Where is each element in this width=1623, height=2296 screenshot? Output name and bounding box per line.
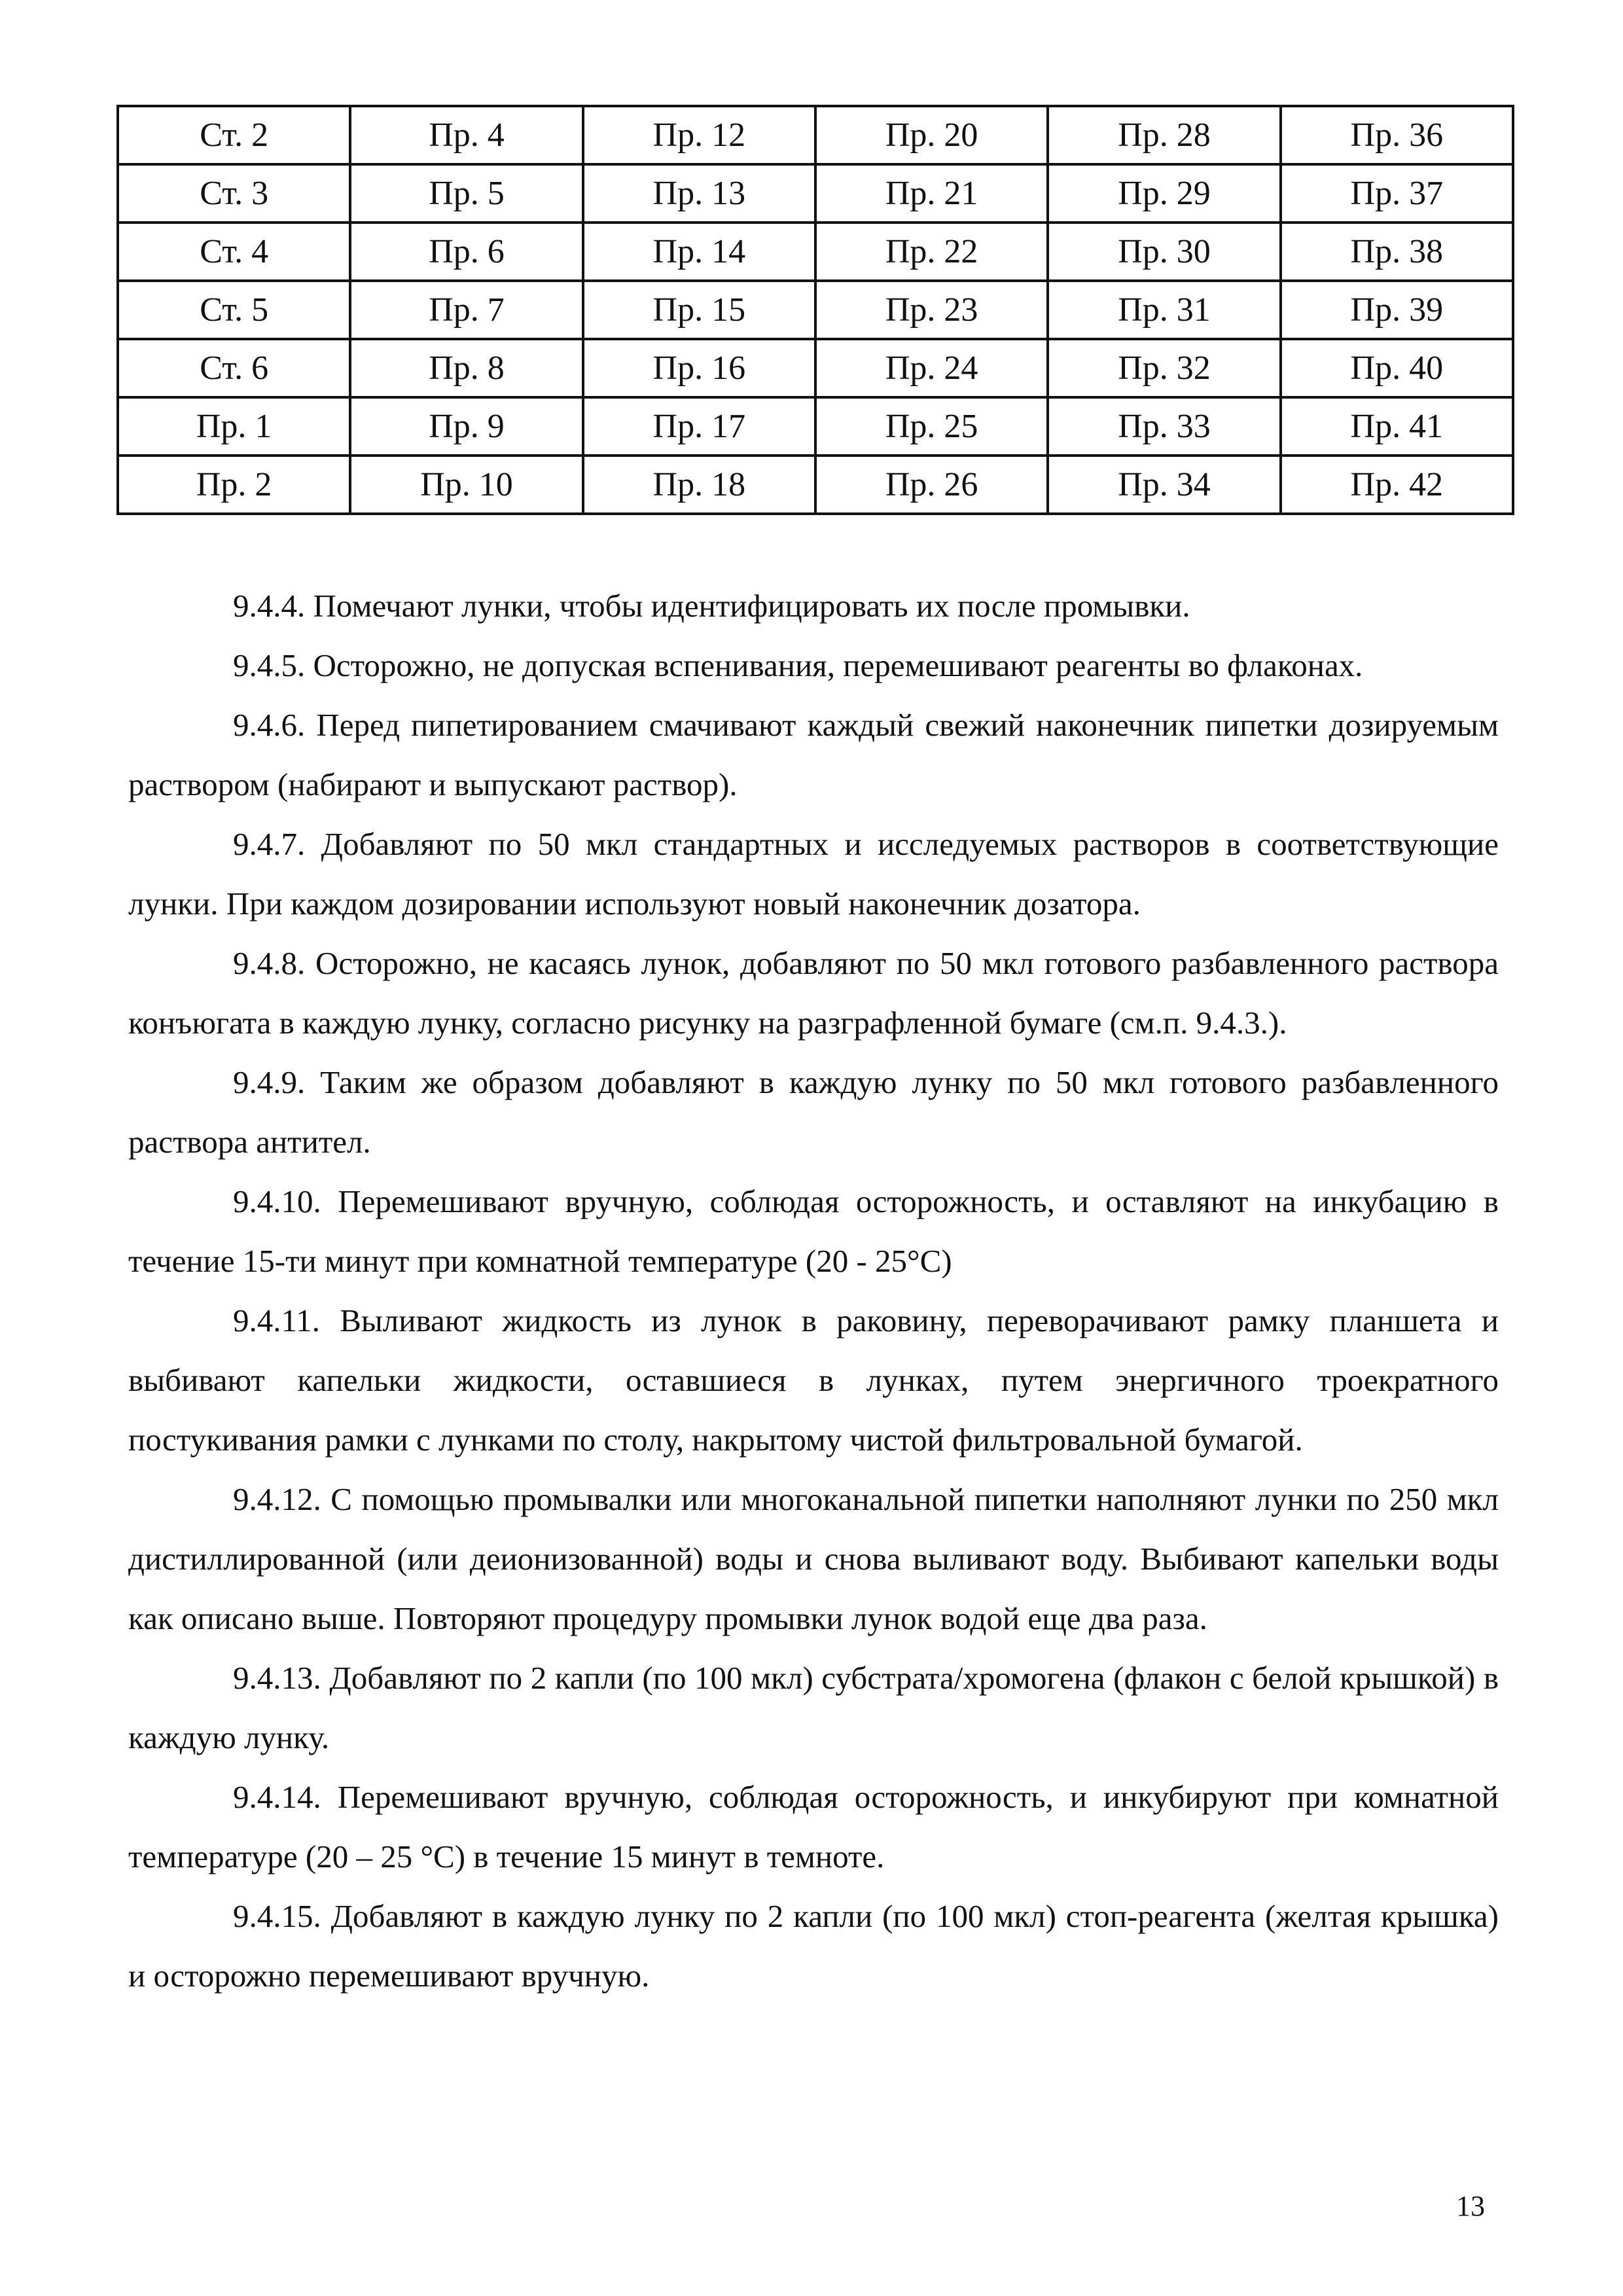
table-row: [118, 223, 1513, 281]
table-cell: Пр. 30: [1048, 223, 1280, 281]
table-cell: Ст. 5: [118, 281, 350, 339]
table-cell: Пр. 21: [815, 164, 1048, 223]
table-cell: Пр. 6: [350, 223, 582, 281]
table-row: [118, 281, 1513, 339]
paragraph: 9.4.11. Выливают жидкость из лунок в раковину, переворачивают рамку планшета и выбивают капельки жидкости, оставшиеся в лунках, путем энергичного троекратного постукивания рамки с лунками по столу, накрытому чистой фильтровальной бумагой.: [128, 1302, 1499, 1458]
table-cell: Пр. 18: [583, 456, 815, 514]
table-cell: Пр. 40: [1281, 339, 1513, 397]
table-cell: Пр. 2: [118, 456, 350, 514]
table-cell: Пр. 32: [1048, 339, 1280, 397]
table-cell: Пр. 12: [583, 106, 815, 164]
table-cell: Пр. 36: [1281, 106, 1513, 164]
table-cell: Ст. 3: [118, 164, 350, 223]
table-cell: Пр. 23: [815, 281, 1048, 339]
table-cell: Пр. 17: [583, 397, 815, 456]
table-cell: Пр. 13: [583, 164, 815, 223]
plate-layout-table: [116, 105, 1514, 515]
paragraph: 9.4.13. Добавляют по 2 капли (по 100 мкл) субстрата/хромогена (флакон с белой крышкой) в каждую лунку.: [128, 1660, 1499, 1755]
table-cell: Пр. 14: [583, 223, 815, 281]
table-cell: Пр. 41: [1281, 397, 1513, 456]
table-row: [118, 106, 1513, 164]
table-cell: Пр. 24: [815, 339, 1048, 397]
table-cell: Пр. 37: [1281, 164, 1513, 223]
paragraph: 9.4.8. Осторожно, не касаясь лунок, добавляют по 50 мкл готового разбавленного раствора конъюгата в каждую лунку, согласно рисунку на разграфленной бумаге (см.п. 9.4.3.).: [128, 945, 1499, 1041]
paragraph: 9.4.14. Перемешивают вручную, соблюдая осторожность, и инкубируют при комнатной температуре (20 – 25 °С) в течение 15 минут в темноте.: [128, 1779, 1499, 1874]
plate-layout-table-body: [118, 106, 1513, 514]
table-cell: Пр. 25: [815, 397, 1048, 456]
table-cell: Ст. 6: [118, 339, 350, 397]
page-number: 13: [1456, 2190, 1485, 2222]
table-row: [118, 339, 1513, 397]
paragraph: 9.4.4. Помечают лунки, чтобы идентифицировать их после промывки.: [233, 588, 1190, 624]
table-cell: Пр. 1: [118, 397, 350, 456]
paragraph: 9.4.7. Добавляют по 50 мкл стандартных и исследуемых растворов в соответствующие лунки. При каждом дозировании используют новый наконечник дозатора.: [128, 826, 1499, 922]
table-cell: Пр. 31: [1048, 281, 1280, 339]
table-cell: Пр. 15: [583, 281, 815, 339]
paragraph: 9.4.15. Добавляют в каждую лунку по 2 капли (по 100 мкл) стоп-реагента (желтая крышка) и осторожно перемешивают вручную.: [128, 1898, 1499, 1994]
paragraph: 9.4.5. Осторожно, не допуская вспенивания, перемешивают реагенты во флаконах.: [233, 647, 1363, 683]
table-cell: Пр. 10: [350, 456, 582, 514]
table-cell: Пр. 5: [350, 164, 582, 223]
table-cell: Пр. 22: [815, 223, 1048, 281]
paragraph: 9.4.6. Перед пипетированием смачивают каждый свежий наконечник пипетки дозируемым раствором (набирают и выпускают раствор).: [128, 707, 1499, 802]
table-cell: Пр. 39: [1281, 281, 1513, 339]
paragraph: 9.4.10. Перемешивают вручную, соблюдая осторожность, и оставляют на инкубацию в течение 15-ти минут при комнатной температуре (20 - 25°С): [128, 1183, 1499, 1279]
table-row: [118, 164, 1513, 223]
table-cell: Пр. 9: [350, 397, 582, 456]
table-cell: Ст. 4: [118, 223, 350, 281]
table-row: [118, 397, 1513, 456]
table-cell: Пр. 16: [583, 339, 815, 397]
table-cell: Пр. 4: [350, 106, 582, 164]
table-cell: Пр. 38: [1281, 223, 1513, 281]
table-row: [118, 456, 1513, 514]
table-cell: Пр. 8: [350, 339, 582, 397]
table-cell: Пр. 34: [1048, 456, 1280, 514]
table-cell: Пр. 7: [350, 281, 582, 339]
table-cell: Пр. 28: [1048, 106, 1280, 164]
table-cell: Пр. 20: [815, 106, 1048, 164]
procedure-text: [128, 576, 1499, 2005]
paragraph: 9.4.9. Таким же образом добавляют в каждую лунку по 50 мкл готового разбавленного раствора антител.: [128, 1064, 1499, 1160]
table-cell: Пр. 29: [1048, 164, 1280, 223]
table-cell: Ст. 2: [118, 106, 350, 164]
table-cell: Пр. 26: [815, 456, 1048, 514]
paragraph: 9.4.12. С помощью промывалки или многоканальной пипетки наполняют лунки по 250 мкл дистиллированной (или деионизованной) воды и снова выливают воду. Выбивают капельки воды как описано выше. Повторяют процедуру промывки лунок водой еще два раза.: [128, 1481, 1499, 1636]
table-cell: Пр. 33: [1048, 397, 1280, 456]
table-cell: Пр. 42: [1281, 456, 1513, 514]
